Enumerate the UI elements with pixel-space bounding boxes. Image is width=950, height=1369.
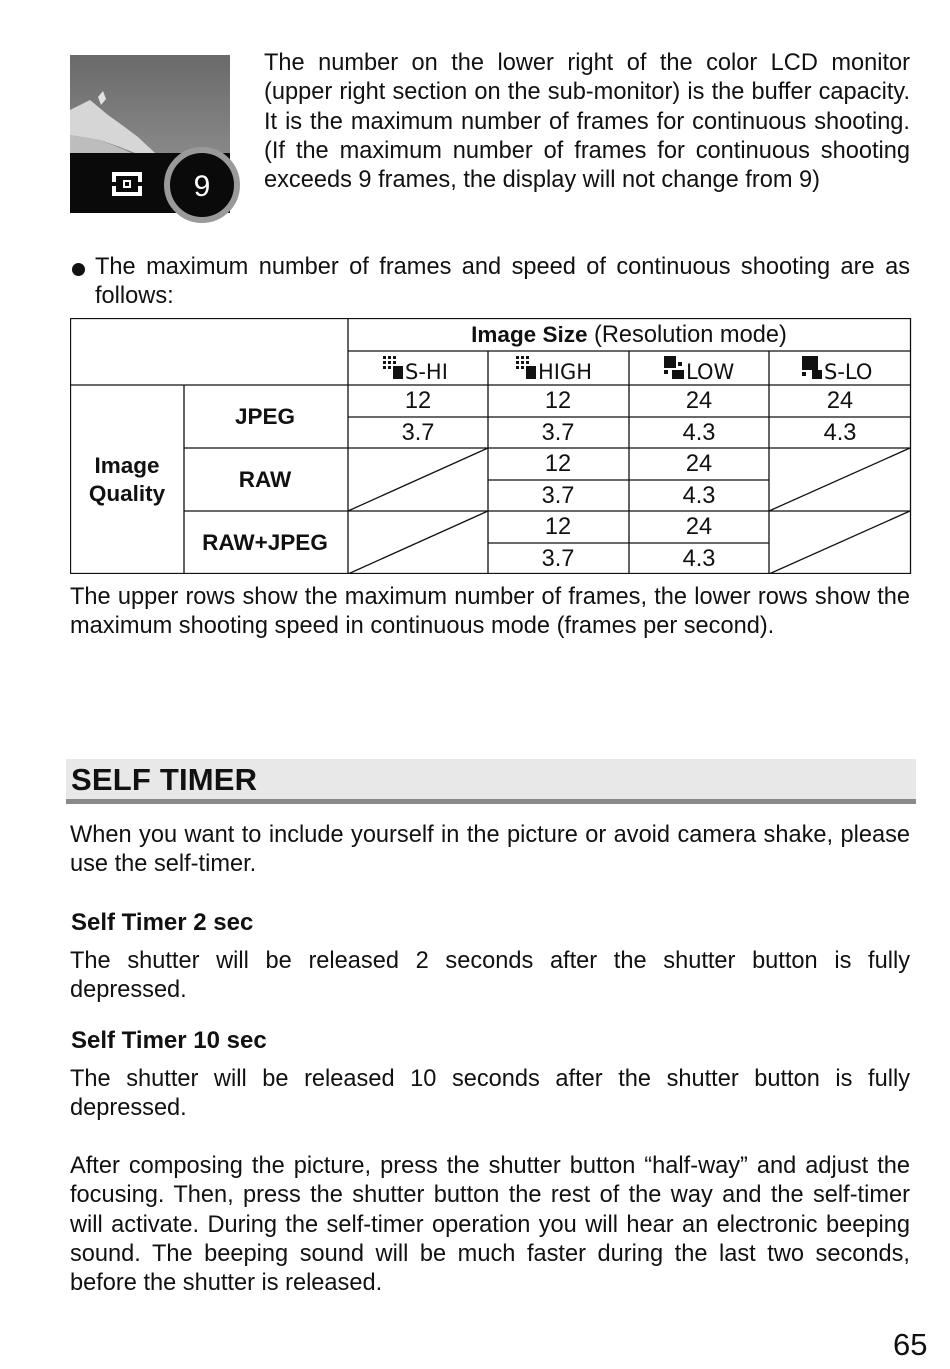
section-intro: When you want to include yourself in the picture or avoid camera shake, please use the self-timer.	[70, 822, 910, 878]
mode-header-high	[516, 356, 592, 384]
s-hi-size-icon	[383, 356, 403, 379]
mode-header-s-lo	[802, 356, 872, 384]
focus-frame-icon	[112, 172, 142, 196]
table-cell: 24	[685, 388, 713, 414]
quality-raw-jpeg: RAW+JPEG	[202, 530, 328, 555]
mode-header-s-hi	[383, 356, 448, 384]
mode-label-s-lo: S-LO	[824, 360, 873, 384]
table-note: The upper rows show the maximum number of frames, the lower rows show the maximum shooting speed in continuous mode (frames per second).	[70, 584, 910, 640]
table-cell: 24	[685, 514, 713, 540]
mode-label-high: HIGH	[538, 360, 593, 384]
table-cell: 4.3	[682, 546, 716, 572]
mode-header-low	[664, 356, 734, 384]
bullet-text: The maximum number of frames and speed of continuous shooting are as follows:	[95, 254, 910, 310]
page-number: 65	[893, 1327, 928, 1362]
table-cell: 3.7	[541, 420, 575, 446]
s-lo-size-icon	[802, 356, 822, 379]
table-cell: 24	[826, 388, 854, 414]
table-cell: 3.7	[541, 483, 575, 509]
table-cell: 12	[404, 388, 432, 414]
timer-2-heading: Self Timer 2 sec	[71, 909, 254, 936]
table-cell: 24	[685, 451, 713, 477]
table-cell: 4.3	[823, 420, 857, 446]
high-size-icon	[516, 356, 536, 379]
table-cell: 4.3	[682, 420, 716, 446]
table-cell: 12	[544, 388, 572, 414]
lcd-monitor-illustration	[70, 55, 230, 213]
buffer-capacity-value: 9	[193, 170, 211, 203]
closing-paragraph: After composing the picture, press the shutter button “half-way” and adjust the focusing. Then, press the shutter button the rest of the way and the self-timer will activate. During the self-timer operation you will hear an electronic beeping sound. The beeping sound will be much faster during the last two seconds, before the shutter is released.	[70, 1153, 910, 1297]
section-header	[66, 759, 916, 804]
image-size-header	[471, 322, 787, 348]
quality-jpeg: JPEG	[234, 404, 296, 429]
buffer-capacity-description: The number on the lower right of the color LCD monitor (upper right section on the sub-monitor) is the buffer capacity. It is the maximum number of frames for continuous shooting. (If the maximum number of frames for continuous shooting exceeds 9 frames, the display will not change from 9)	[264, 50, 910, 194]
bullet-item	[70, 253, 910, 312]
image-size-header-bold: Image Size	[471, 322, 588, 347]
image-quality-label-line2: Quality	[88, 481, 166, 506]
mode-label-low: LOW	[686, 360, 735, 384]
timer-10-text: The shutter will be released 10 seconds after the shutter button is fully depressed.	[70, 1066, 910, 1122]
table-cell: 4.3	[682, 483, 716, 509]
timer-2-text: The shutter will be released 2 seconds after the shutter button is fully depressed.	[70, 948, 910, 1004]
image-size-header-rest: (Resolution mode)	[587, 322, 787, 348]
image-quality-label-line1: Image	[94, 453, 160, 478]
low-size-icon	[664, 356, 684, 379]
timer-10-heading: Self Timer 10 sec	[71, 1027, 267, 1054]
continuous-shooting-table	[70, 318, 912, 574]
table-cell: 12	[544, 514, 572, 540]
section-title: SELF TIMER	[71, 762, 258, 797]
table-cell: 3.7	[541, 546, 575, 572]
mode-label-s-hi: S-HI	[405, 360, 448, 384]
table-cell: 3.7	[401, 420, 435, 446]
quality-raw: RAW	[238, 467, 292, 492]
bullet-dot	[72, 263, 85, 276]
table-cell: 12	[544, 451, 572, 477]
